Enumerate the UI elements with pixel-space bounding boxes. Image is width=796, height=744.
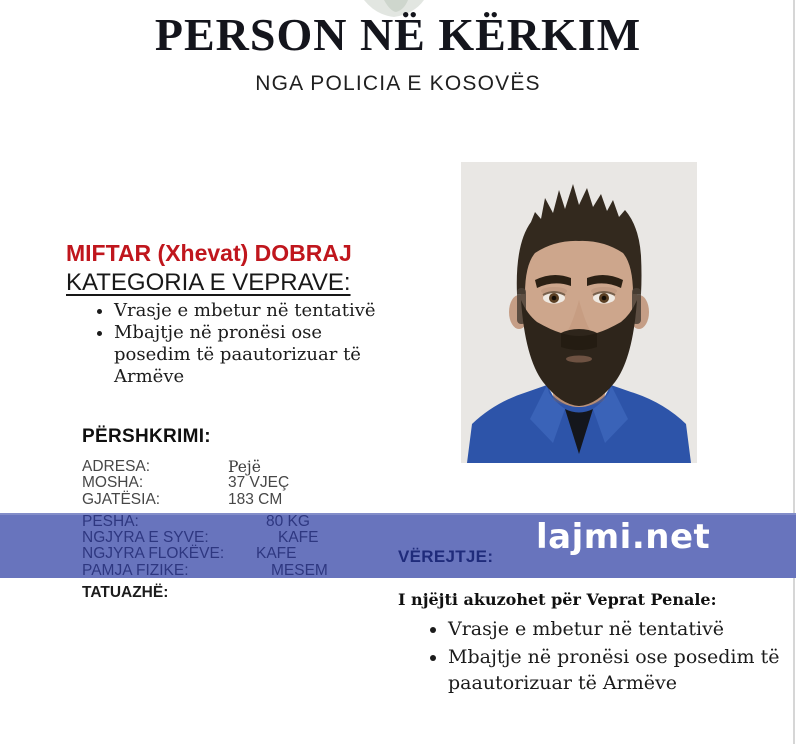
description-table (82, 459, 412, 601)
offense-item: • Vrasje e mbetur në tentativë (448, 616, 788, 642)
suspect-photo (461, 162, 697, 463)
table-row (82, 585, 412, 601)
description-heading: PËRSHKRIMI: (82, 426, 211, 447)
table-row (82, 530, 412, 546)
notice-intro: I njëjti akuzohet për Veprat Penale: (398, 590, 717, 609)
row-value: 183 CM (228, 490, 283, 508)
notice-offense-list (424, 616, 788, 698)
row-label: NGJYRA E SYVE: (82, 529, 209, 547)
row-value: Pejë (228, 458, 261, 476)
table-row (82, 492, 412, 508)
poster-title: PERSON NË KËRKIM (154, 9, 642, 60)
category-heading: KATEGORIA E VEPRAVE: (66, 269, 351, 296)
offense-item: • Mbajtje në pronësi ose posedim të paautorizuar të Armëve (448, 644, 788, 696)
table-row (82, 546, 412, 562)
offense-item: • Mbajtje në pronësi ose posedim të paautorizuar të Armëve (114, 322, 392, 388)
table-row (82, 459, 412, 475)
row-label: PAMJA FIZIKE: (82, 561, 189, 579)
suspect-name: MIFTAR (Xhevat) DOBRAJ (66, 240, 352, 266)
row-label: TATUAZHË: (82, 584, 169, 602)
offense-item: • Vrasje e mbetur në tentativë (114, 300, 392, 322)
row-label: PESHA: (82, 512, 139, 530)
table-row (82, 563, 412, 579)
row-value: MESEM (271, 561, 328, 579)
row-label: GJATËSIA: (82, 490, 161, 508)
row-value: KAFE (256, 545, 297, 563)
screenshot-right-edge (793, 0, 795, 744)
row-value: 80 KG (266, 512, 310, 530)
row-value: KAFE (278, 529, 319, 547)
table-row (82, 514, 412, 530)
row-label: ADRESA: (82, 458, 151, 475)
row-label: MOSHA: (82, 474, 144, 492)
watermark-text: lajmi.net (536, 517, 711, 557)
table-row (82, 475, 412, 491)
poster-subtitle: NGA POLICIA E KOSOVËS (255, 72, 541, 95)
row-value: 37 VJEÇ (228, 474, 290, 492)
offense-list (92, 300, 392, 388)
row-label: NGJYRA FLOKËVE: (82, 545, 225, 563)
notice-heading: VËREJTJE: (398, 547, 494, 566)
